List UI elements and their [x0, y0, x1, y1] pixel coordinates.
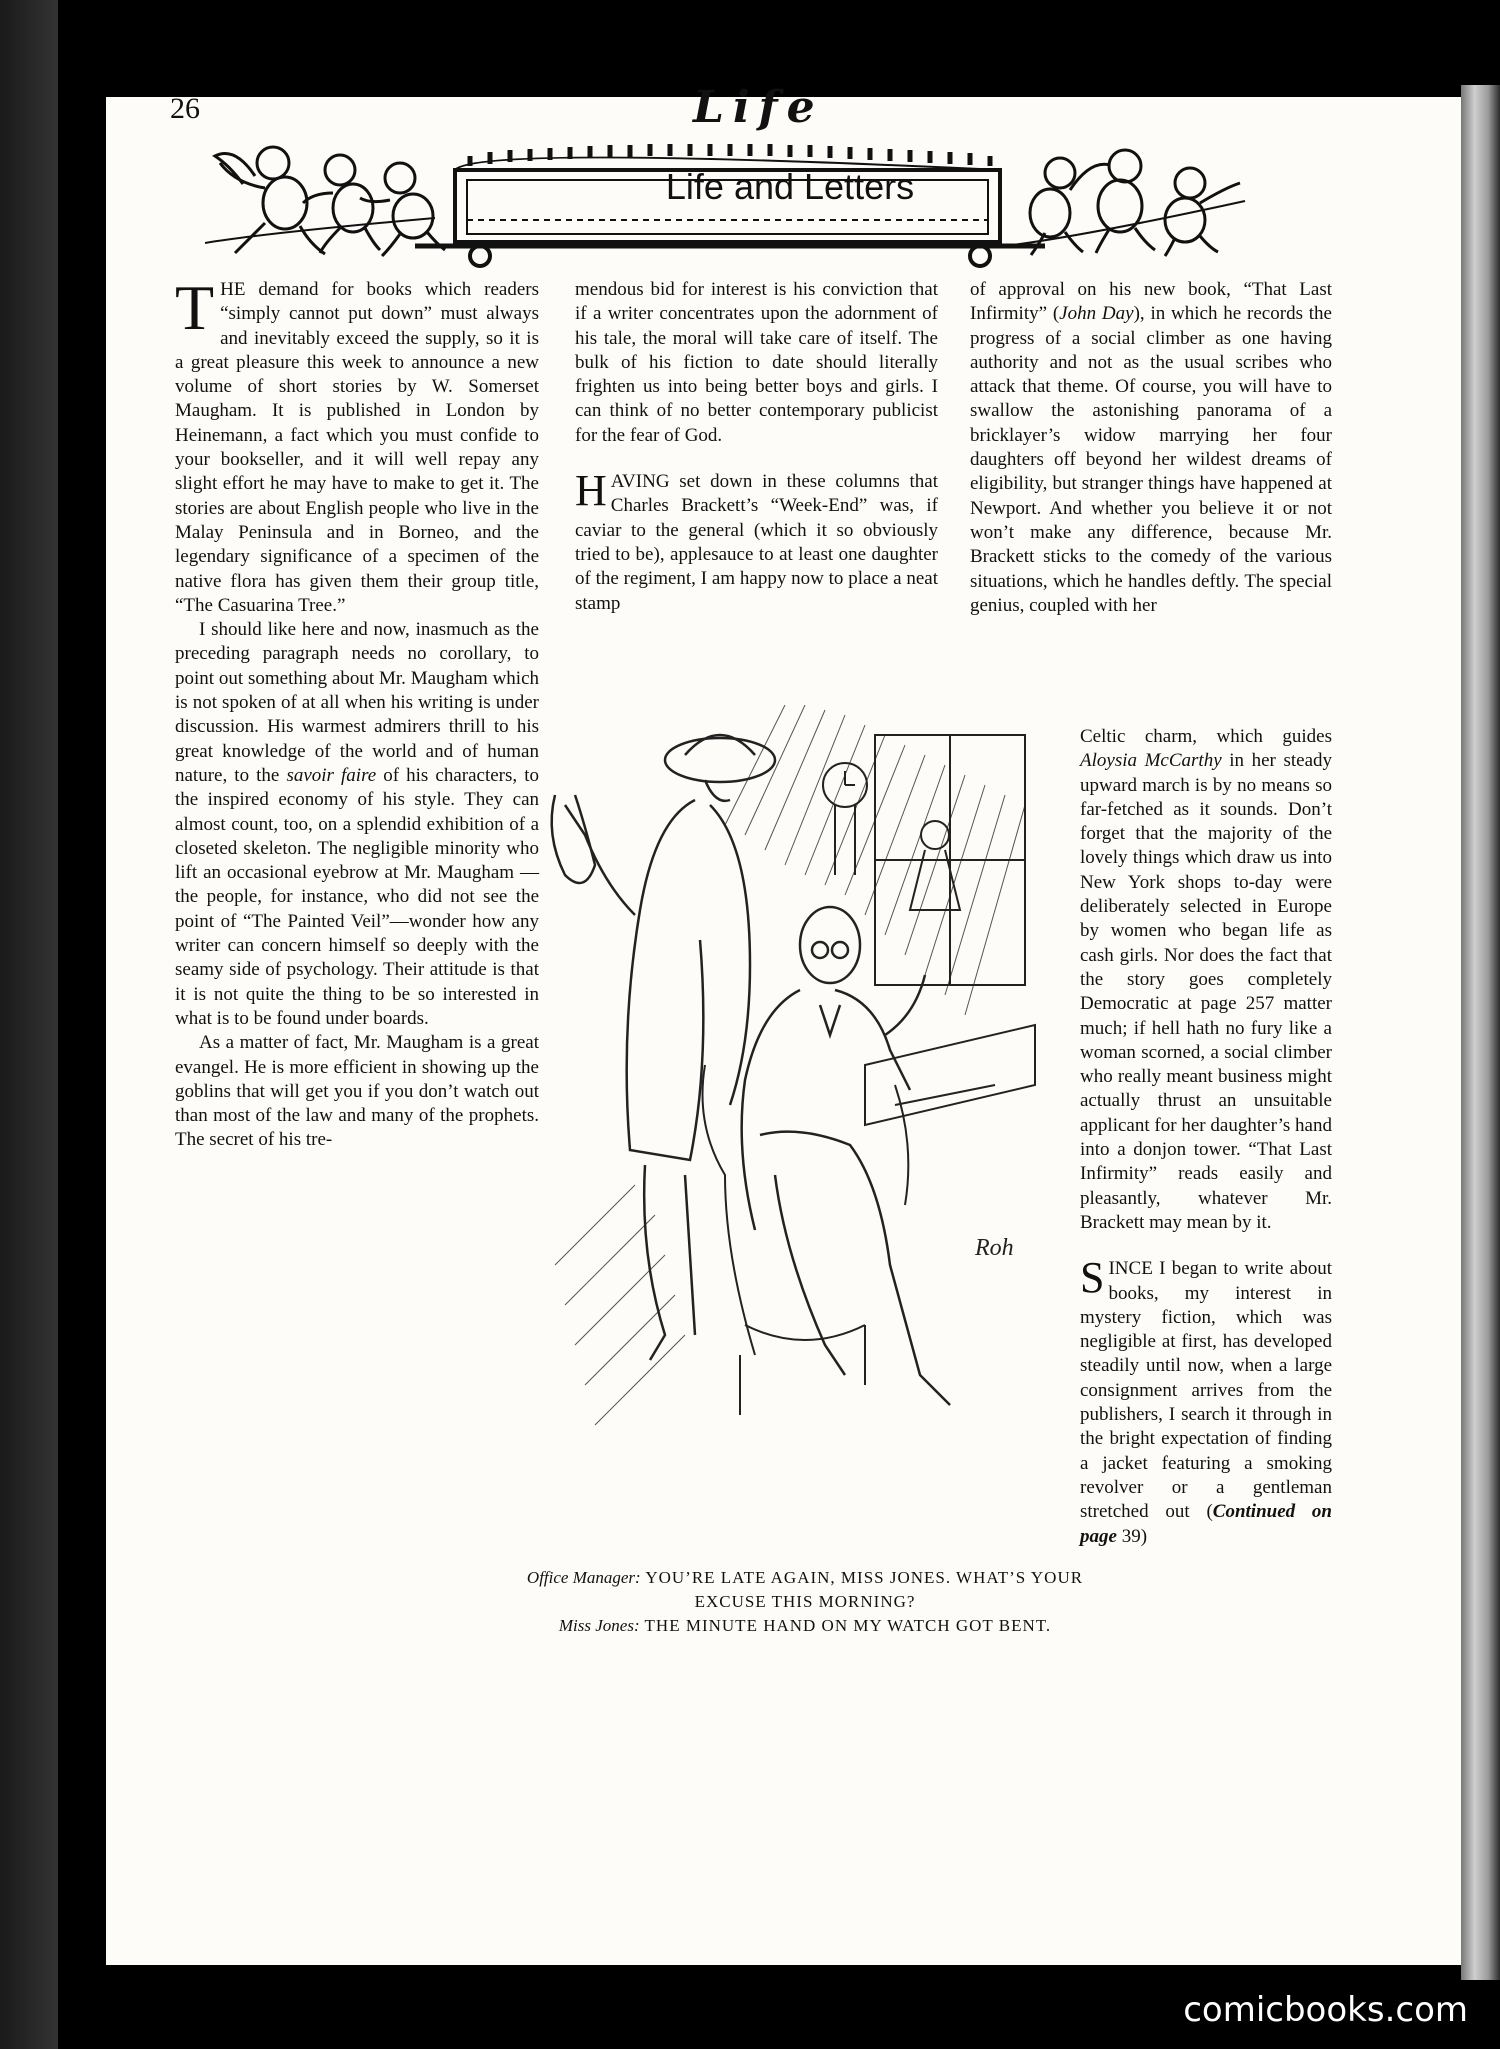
- office-manager-figure: [742, 907, 950, 1405]
- caption-line-2: [505, 1614, 1105, 1638]
- caption-speaker: Miss Jones:: [558, 1616, 640, 1635]
- office-scene-illustration: [535, 705, 1055, 1565]
- page-number: 26: [170, 92, 200, 125]
- article-column-2: [575, 278, 938, 616]
- drop-cap: T: [175, 272, 215, 343]
- paragraph-7: [1080, 1253, 1333, 1549]
- paragraph-text: in her steady upward march is by no means so far-fetched as it sounds. Don’t forget that the majority of the lovely things which draw us into New York shops to-day were deliberately selected in Europe by women who began life as cash girls. Nor does the fact that the story goes completely Democratic at page 257 matter much; if hell hath no fury like a woman scorned, a social climber who really meant business might actually thrust an unsuitable applicant for her daughter’s hand into a donjon tower. “That Last Infirmity” reads easily and pleasantly, whatever Mr. Brackett may mean by it.: [1080, 750, 1333, 1233]
- italic-phrase: Aloysia McCarthy: [1080, 750, 1222, 772]
- paragraph-6-continued: [1080, 725, 1332, 1235]
- cherub-left-2: [303, 155, 380, 253]
- continued-page: 39): [1116, 1525, 1148, 1547]
- article-column-3-bottom: [1080, 725, 1332, 1549]
- paragraph-5: [575, 466, 938, 616]
- paragraph-text: Celtic charm, which guides: [1080, 726, 1332, 747]
- cherub-left-1: [215, 147, 325, 254]
- paragraph-text: ), in which he records the progress of a social climber as one having authority and not as the usual scribes who attack that theme. Of course, you will have to swallow the astonishing panorama of a bricklayer’s widow marrying her four daughters off beyond her wildest dreams of eligibility, but stranger things have happened at Newport. And whether you believe it or not won’t make any difference, because Mr. Brackett sticks to the comedy of the various situations, which he handles deftly. The special genius, coupled with her: [970, 303, 1332, 616]
- cartoon-caption: [505, 1566, 1105, 1638]
- office-desk: [865, 1025, 1035, 1125]
- paragraph-3: As a matter of fact, Mr. Maugham is a great evangel. He is more efficient in showing up the goblins that will get you if you don’t watch out than most of the law and many of the prophets. The secret of his tre-: [175, 1032, 539, 1151]
- artist-signature: Roh: [975, 1235, 1014, 1261]
- caption-dialogue: YOU’RE LATE AGAIN, MISS JONES. WHAT’S YOUR EXCUSE THIS MORNING?: [640, 1568, 1084, 1611]
- paragraph-1: [175, 272, 539, 618]
- wall-clock-icon: [823, 763, 867, 875]
- caption-line-1: [505, 1566, 1105, 1614]
- paragraph-text: HE demand for books which readers “simply cannot put down” must always and inevitably exceed the supply, so it is a great pleasure this week to announce a new volume of short stories by W. Somerset Maugham. It is published in London by Heinemann, a fact which you must confide to your bookseller, and it will well repay any slight effort he may have to make to get it. The stories are about English people who live in the Malay Peninsula and in Borneo, and the legendary significance of a specimen of the native flora has given them their group title, “The Casuarina Tree.”: [175, 279, 539, 616]
- miss-jones-figure: [552, 735, 775, 1360]
- drop-cap: S: [1080, 1253, 1105, 1303]
- scan-left-margin: [0, 0, 58, 2049]
- italic-phrase: savoir faire: [286, 764, 377, 786]
- article-column-3-top: [970, 278, 1332, 618]
- paragraph-2: [175, 618, 539, 1031]
- paragraph-text: AVING set down in these columns that Charles Brackett’s “Week-End” was, if caviar to the general (which it so obviously tried to be), applesauce to at least one daughter of the regiment, I am happy now to place a neat stamp: [575, 471, 938, 614]
- masthead-logo: Life: [693, 82, 824, 133]
- section-title: Life and Letters: [665, 166, 915, 207]
- caption-speaker: Office Manager:: [526, 1568, 641, 1587]
- caption-dialogue: THE MINUTE HAND ON MY WATCH GOT BENT.: [639, 1616, 1052, 1635]
- paragraph-text: I should like here and now, inasmuch as the preceding paragraph needs no corollary, to point out something about Mr. Maugham which is not spoken of at all when his writing is under discussion. His warmest admirers thrill to his great knowledge of the world and of human nature, to the: [175, 619, 539, 786]
- watermark-text: comicbooks.com: [1183, 1990, 1468, 2030]
- cherub-right-3: [1165, 168, 1240, 256]
- paragraph-6: [970, 278, 1332, 618]
- page-edge-shadow: [1461, 85, 1500, 1980]
- paragraph-text: of his characters, to the inspired economy of his style. They can almost count, too, on a splendid exhibition of a closeted skeleton. The negligible minority who lift an occasional eyebrow at Mr. Maugham — the people, for instance, who did not see the point of “The Painted Veil”—wonder how any writer can concern himself so deeply with the seamy side of psychology. Their attitude is that it is not quite the thing to be so interested in what is to be found under boards.: [175, 764, 539, 1029]
- office-chair: [703, 1065, 909, 1415]
- italic-phrase: John Day: [1059, 303, 1134, 325]
- article-column-1: [175, 272, 539, 1153]
- continued-note: Continued on page: [1080, 1501, 1333, 1547]
- paragraph-4: mendous bid for interest is his conviction that if a writer concentrates upon the adornment of his tale, the moral will take care of itself. The bulk of his fiction to date should literally frighten us into being better boys and girls. I can think of no better contemporary publicist for the fear of God.: [575, 279, 938, 446]
- drop-cap: H: [575, 466, 607, 516]
- paragraph-text: INCE I began to write about books, my interest in mystery fiction, which was negligible at first, has developed steadily until now, when a large consignment arrives from the publishers, I search it through in the bright expectation of finding a jacket featuring a smoking revolver or a gentleman stretched out (: [1080, 1258, 1332, 1523]
- paragraph-text: of approval on his new book, “That Last Infirmity” (: [970, 279, 1332, 325]
